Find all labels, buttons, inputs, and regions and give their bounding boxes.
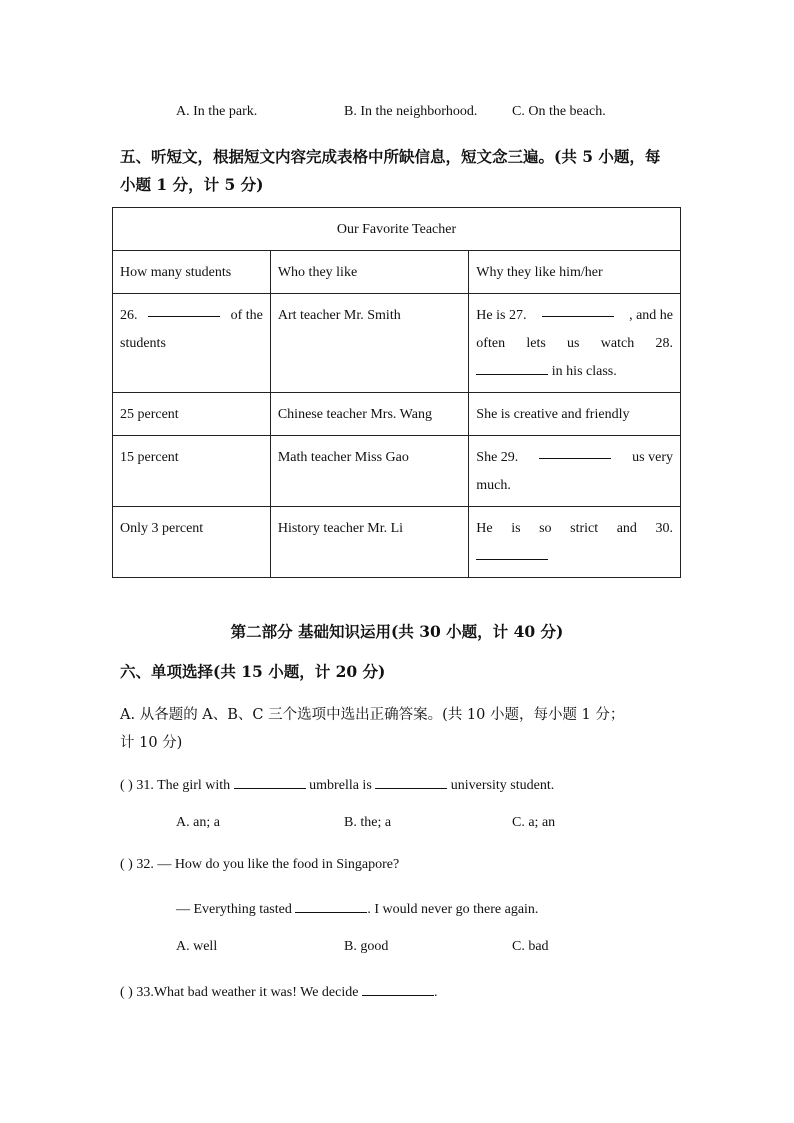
table-header-row [113, 251, 681, 294]
table-cell: Math teacher Miss Gao [270, 436, 468, 507]
cell-text-inline: He is so strict and 30. [476, 521, 673, 536]
question-31-prefix: ( ) 31. The girl with [120, 778, 231, 793]
top-option-c: C. On the beach. [512, 104, 606, 119]
favorite-teacher-table [112, 207, 681, 578]
section6-heading: 六、单项选择(共 15 小题，计 20 分) [120, 662, 386, 681]
cell-text: us very [632, 450, 673, 465]
question-31-option-c: C. a; an [512, 815, 556, 830]
question-32-line2-start: — Everything tasted [176, 902, 292, 917]
section5-heading-line2: 小题 1 分，计 5 分) [120, 175, 264, 194]
table-cell [469, 294, 681, 393]
answer-blank-27[interactable] [542, 302, 614, 317]
part2-heading: 第二部分 基础知识运用(共 30 小题，计 40 分) [230, 622, 564, 641]
section6-instructions-line1: A. 从各题的 A、B、C 三个选项中选出正确答案。(共 10 小题，每小题 1 分； [120, 707, 625, 723]
table-cell: She is creative and friendly [469, 393, 681, 436]
answer-blank-28[interactable] [476, 360, 548, 375]
table-header-why: Why they like him/her [469, 251, 681, 294]
question-32-option-a: A. well [176, 939, 218, 954]
question-32-option-c: C. bad [512, 939, 549, 954]
cell-line [476, 543, 673, 571]
cell-text: students [120, 336, 166, 351]
cell-text [476, 515, 673, 543]
cell-text: , and he [629, 308, 673, 323]
table-cell [469, 507, 681, 578]
blank-number-26: 26. [120, 308, 138, 323]
question-31-option-a: A. an; a [176, 815, 220, 830]
table-cell: Art teacher Mr. Smith [270, 294, 468, 393]
section5-heading-line1: 五、听短文，根据短文内容完成表格中所缺信息，短文念三遍。(共 5 小题，每 [120, 147, 661, 166]
table-cell: Chinese teacher Mrs. Wang [270, 393, 468, 436]
cell-text: He is 27. [476, 308, 527, 323]
question-33-prefix: ( ) 33.What bad weather it was! We decide [120, 985, 359, 1000]
question-31-blank-2[interactable] [375, 774, 447, 789]
cell-line [120, 302, 263, 330]
table-header-who: Who they like [270, 251, 468, 294]
question-32-option-b: B. good [344, 939, 389, 954]
question-33-blank[interactable] [362, 981, 434, 996]
question-32-blank[interactable] [295, 898, 367, 913]
table-row [113, 393, 681, 436]
cell-text: She 29. [476, 450, 519, 465]
table-cell [469, 436, 681, 507]
cell-text-inline: often lets us watch 28. [476, 336, 673, 351]
question-31-mid: umbrella is [309, 778, 372, 793]
question-31 [120, 774, 554, 794]
cell-line [476, 302, 673, 330]
table-title: Our Favorite Teacher [113, 208, 681, 251]
question-32-line2-end: . I would never go there again. [367, 902, 539, 917]
table-cell: 25 percent [113, 393, 271, 436]
answer-blank-29[interactable] [539, 444, 611, 459]
question-31-blank-1[interactable] [234, 774, 306, 789]
table-row [113, 507, 681, 578]
section6-instructions-line2: 计 10 分) [120, 735, 183, 751]
cell-text: in his class. [551, 364, 617, 379]
cell-line [476, 444, 673, 472]
answer-blank-30[interactable] [476, 545, 548, 560]
top-option-a: A. In the park. [176, 104, 258, 119]
question-31-end: university student. [450, 778, 555, 793]
table-title-row [113, 208, 681, 251]
question-31-option-b: B. the; a [344, 815, 392, 830]
table-row [113, 436, 681, 507]
table-row [113, 294, 681, 393]
top-option-b: B. In the neighborhood. [344, 104, 478, 119]
table-header-how-many: How many students [113, 251, 271, 294]
cell-text [476, 330, 673, 358]
question-33 [120, 981, 437, 1001]
table-cell [113, 294, 271, 393]
cell-text: of the [230, 308, 263, 323]
table-cell: Only 3 percent [113, 507, 271, 578]
cell-text: much. [476, 478, 511, 493]
question-32: ( ) 32. — How do you like the food in Singapore? [120, 857, 400, 872]
table-cell: 15 percent [113, 436, 271, 507]
table-cell: History teacher Mr. Li [270, 507, 468, 578]
cell-line [476, 358, 673, 386]
question-32-line2 [176, 898, 538, 918]
question-33-end: . [433, 985, 438, 1000]
answer-blank-26[interactable] [148, 302, 220, 317]
